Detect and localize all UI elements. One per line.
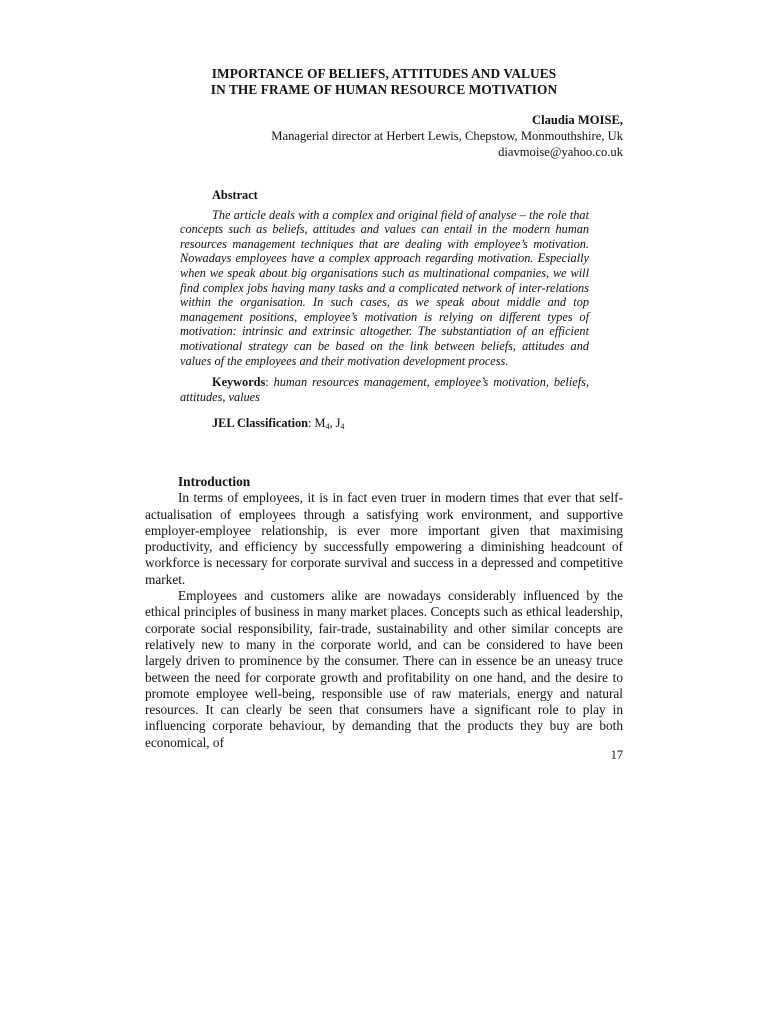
keywords-label: Keywords [212,375,266,390]
introduction-paragraph-2: Employees and customers alike are nowadays considerably influenced by the ethical principles of business in many market places. Concepts such as ethical leadership, corporate social responsibility, fair-trade, sustainability and other similar concepts are relatively new to many in the corporate world, and can be considered to have been largely driven to prominence by the consumer. There can in essence be an uneasy truce between the need for corporate growth and profitability on one hand, and the desire to promote employee well-being, responsible use of raw materials, energy and natural resources. It can clearly be seen that consumers have a significant role to play in influencing corporate behaviour, by demanding that the products they buy are both economical, of [145,588,623,750]
author-email: diavmoise@yahoo.co.uk [498,145,623,159]
title-line-2: IN THE FRAME OF HUMAN RESOURCE MOTIVATION [210,82,558,97]
jel-middle: , J [329,416,341,431]
abstract-section [180,188,589,435]
keywords-separator: : [265,375,269,390]
author-affiliation: Managerial director at Herbert Lewis, Chepstow, Monmouthshire, Uk [271,129,623,143]
abstract-body: The article deals with a complex and original field of analyse – the role that concepts such as beliefs, attitudes and values can entail in the modern human resources management techniques that are dealing with employee’s motivation. Nowadays employees have a complex approach regarding motivation. Especially when we speak about big organisations such as multinational companies, we will find complex jobs having many tasks and a complicated network of inter-relations within the organisation. In such cases, as we speak about middle and top management positions, employee’s motivation is relying on different types of motivation: intrinsic and extrinsic altogether. The substantiation of an efficient motivational strategy can be based on the link between beliefs, attitudes and values of the employees and their motivation development process. [180,207,589,368]
jel-label: JEL Classification [212,416,308,431]
jel-classification [212,416,589,435]
introduction-paragraph-1: In terms of employees, it is in fact even truer in modern times that ever that self-actualisation of employees through a satisfying work environment, and supportive employer-employee relationship, is ever more important given that maximising productivity, and efficiency by successfully empowering a diminishing headcount of workforce is necessary for corporate survival and success in a depressed and competitive market. [145,490,623,587]
jel-sub-2: 4 [340,422,345,432]
author-block [200,112,623,160]
keywords-line [180,375,589,404]
jel-sub-1: 4 [325,422,330,432]
abstract-heading: Abstract [212,188,258,202]
introduction-section [145,474,623,751]
keywords-text: human resources management, employee’s motivation, beliefs, attitudes, values [180,375,589,404]
paper-title [145,66,623,98]
author-name: Claudia MOISE, [532,113,623,127]
title-line-1: IMPORTANCE OF BELIEFS, ATTITUDES AND VALUES [211,66,557,81]
page-number: 17 [610,748,623,762]
jel-separator: : M [308,416,326,431]
introduction-heading: Introduction [178,474,251,489]
